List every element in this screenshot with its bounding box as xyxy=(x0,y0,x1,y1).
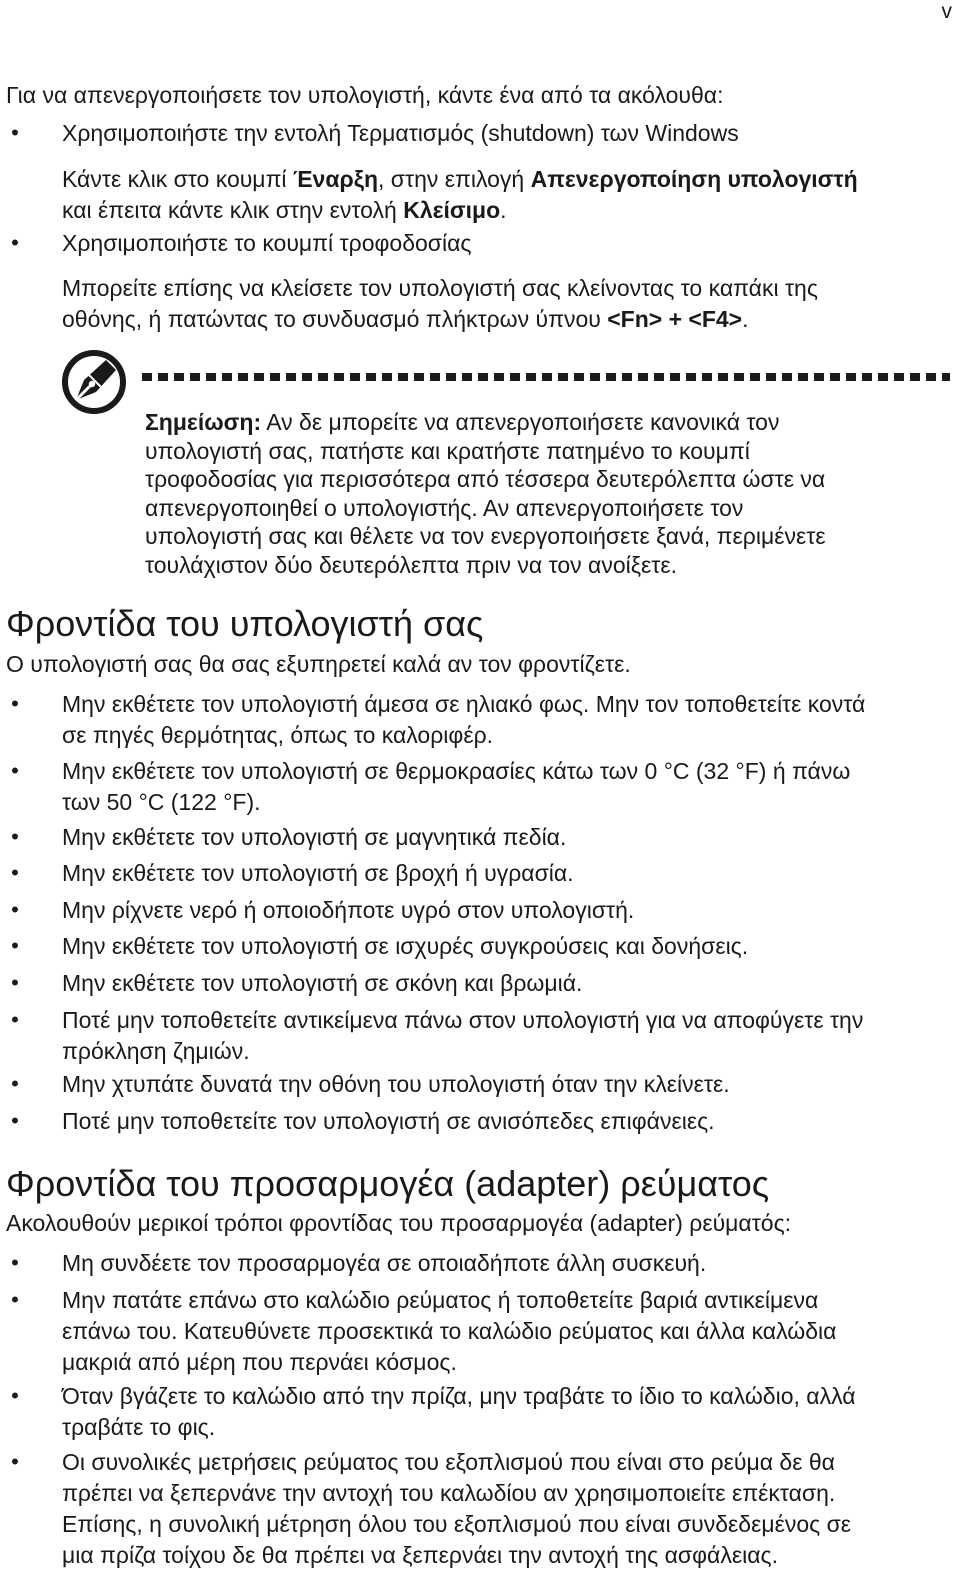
list-item: Μην πατάτε επάνω στο καλώδιο ρεύματος ή τοποθετείτε βαριά αντικείμενα επάνω του. Κατευθύνετε προσεκτικά το καλώδιο ρεύματος και άλλα καλώδια μακριά από μέρη που περνάει κόσμος. xyxy=(62,1287,837,1375)
section-heading-computer-care: Φροντίδα του υπολογιστή σας xyxy=(6,603,484,644)
start-menu-term: Έναρξη xyxy=(292,166,379,192)
bullet: • xyxy=(11,120,19,145)
bullet: • xyxy=(11,758,19,783)
turn-off-computer-term: Απενεργοποίηση υπολογιστή xyxy=(530,166,858,192)
bullet: • xyxy=(11,1449,19,1474)
sleep-hotkey: <Fn> + <F4> xyxy=(607,306,743,332)
bullet: • xyxy=(11,1250,19,1275)
bullet: • xyxy=(11,860,19,885)
list-item: Μην εκθέτετε τον υπολογιστή σε βροχή ή υγρασία. xyxy=(62,860,574,886)
list-item: Οι συνολικές μετρήσεις ρεύματος του εξοπλισμού που είναι στο ρεύμα δε θα πρέπει να ξεπερνάνε την αντοχή του καλωδίου αν χρησιμοποιείτε επέκταση. Επίσης, η συνολική μέτρηση όλου του εξοπλισμού που είναι συνδεδεμένος σε μια πρίζα τοίχου δε θα πρέπει να ξεπερνάει την αντοχή της ασφάλειας. xyxy=(62,1449,852,1568)
section-intro: Ο υπολογιστή σας θα σας εξυπηρετεί καλά αν τον φροντίζετε. xyxy=(6,651,631,677)
section-intro: Ακολουθούν μερικοί τρόποι φροντίδας του προσαρμογέα (adapter) ρεύματός: xyxy=(6,1210,792,1236)
list-item: Μην ρίχνετε νερό ή οποιοδήποτε υγρό στον υπολογιστή. xyxy=(62,897,635,923)
note-pen-icon xyxy=(62,350,126,414)
page-number: v xyxy=(941,0,952,23)
bullet: • xyxy=(11,691,19,716)
shutdown-option-title: Χρησιμοποιήστε την εντολή Τερματισμός (shutdown) των Windows xyxy=(62,120,739,146)
bullet: • xyxy=(11,1287,19,1312)
turn-off-term: Κλείσιμο xyxy=(403,197,501,223)
note-label: Σημείωση: xyxy=(145,409,262,435)
bullet: • xyxy=(11,1383,19,1408)
list-item: Ποτέ μην τοποθετείτε αντικείμενα πάνω στον υπολογιστή για να αποφύγετε την πρόκληση ζημιών. xyxy=(62,1007,864,1064)
bullet: • xyxy=(11,897,19,922)
bullet: • xyxy=(11,933,19,958)
list-item: Ποτέ μην τοποθετείτε τον υπολογιστή σε ανισόπεδες επιφάνειες. xyxy=(62,1108,715,1134)
shutdown-option-title: Χρησιμοποιήστε το κουμπί τροφοδοσίας xyxy=(62,230,472,256)
list-item: Μην εκθέτετε τον υπολογιστή σε ισχυρές συγκρούσεις και δονήσεις. xyxy=(62,933,749,959)
list-item: Μην εκθέτετε τον υπολογιστή σε σκόνη και βρωμιά. xyxy=(62,970,583,996)
list-item: Όταν βγάζετε το καλώδιο από την πρίζα, μην τραβάτε το ίδιο το καλώδιο, αλλά τραβάτε το φις. xyxy=(62,1383,856,1440)
list-item: Μην εκθέτετε τον υπολογιστή άμεσα σε ηλιακό φως. Μην τον τοποθετείτε κοντά σε πηγές θερμότητας, όπως το καλοριφέρ. xyxy=(62,691,866,748)
list-item: Μη συνδέετε τον προσαρμογέα σε οποιαδήποτε άλλη συσκευή. xyxy=(62,1250,707,1276)
bullet: • xyxy=(11,1108,19,1133)
shutdown-option-description: Κάντε κλικ στο κουμπί Έναρξη, στην επιλογή Απενεργοποίηση υπολογιστή και έπειτα κάντε κλικ στην εντολή Κλείσιμο. xyxy=(62,166,858,223)
shutdown-option-description: Μπορείτε επίσης να κλείσετε τον υπολογιστή σας κλείνοντας το καπάκι της οθόνης, ή πατώντας το συνδυασμό πλήκτρων ύπνου <Fn> + <F4>. xyxy=(62,275,818,332)
bullet: • xyxy=(11,1007,19,1032)
note-divider xyxy=(142,373,950,381)
note-text: Σημείωση: Αν δε μπορείτε να απενεργοποιήσετε κανονικά τον υπολογιστή σας, πατήστε και κρατήστε πατημένο το κουμπί τροφοδοσίας για περισσότερα από τέσσερα δευτερόλεπτα ώστε να απενεργοποιηθεί ο υπολογιστής. Αν απενεργοποιήσετε τον υπολογιστή σας και θέλετε να τον ενεργοποιήσετε ξανά, περιμένετε τουλάχιστον δύο δευτερόλεπτα πριν να τον ανοίξετε. xyxy=(145,409,826,578)
section-heading-adapter-care: Φροντίδα του προσαρμογέα (adapter) ρεύματος xyxy=(6,1163,770,1204)
bullet: • xyxy=(11,1071,19,1096)
bullet: • xyxy=(11,824,19,849)
list-item: Μην εκθέτετε τον υπολογιστή σε μαγνητικά πεδία. xyxy=(62,824,567,850)
list-item: Μην χτυπάτε δυνατά την οθόνη του υπολογιστή όταν την κλείνετε. xyxy=(62,1071,730,1097)
bullet: • xyxy=(11,230,19,255)
shutdown-intro: Για να απενεργοποιήσετε τον υπολογιστή, κάντε ένα από τα ακόλουθα: xyxy=(6,82,724,108)
bullet: • xyxy=(11,970,19,995)
list-item: Μην εκθέτετε τον υπολογιστή σε θερμοκρασίες κάτω των 0 °C (32 °F) ή πάνω των 50 °C (122 °F). xyxy=(62,758,851,815)
